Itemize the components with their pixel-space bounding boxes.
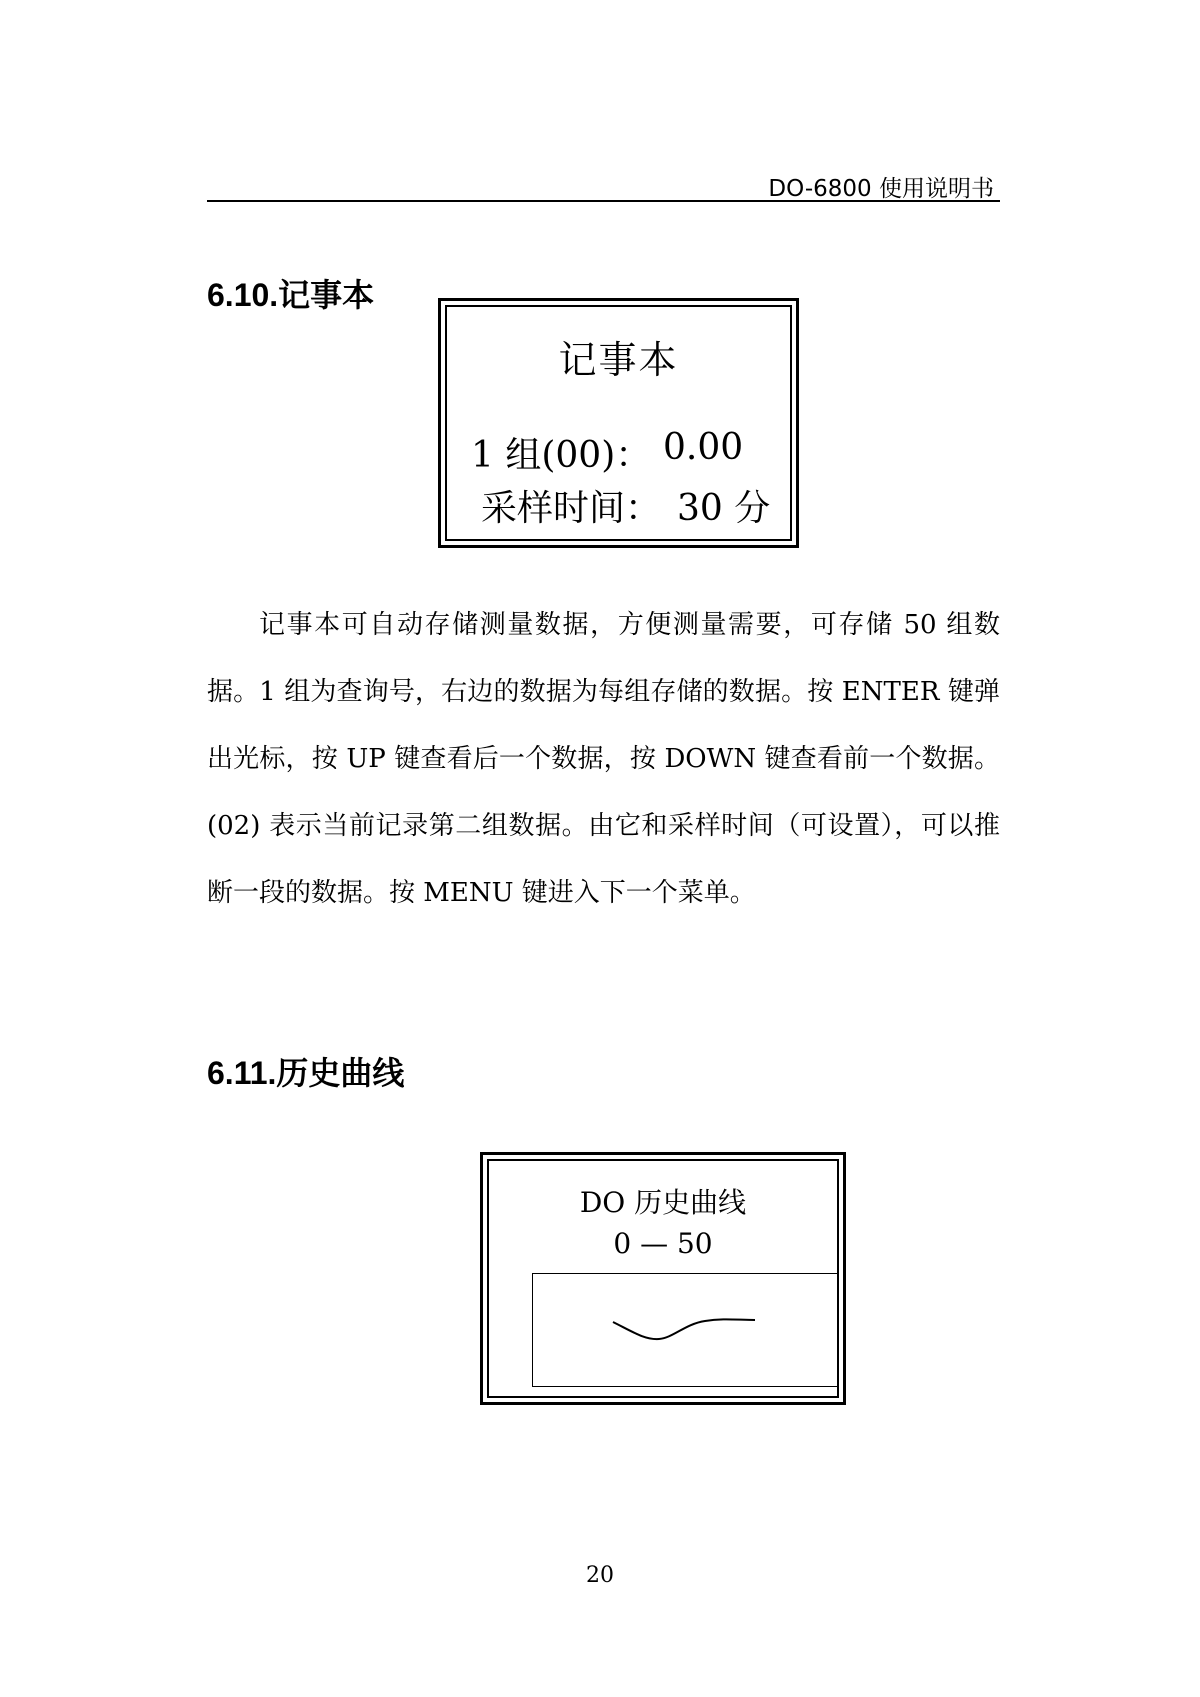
history-plot-area xyxy=(532,1273,839,1387)
history-curve-screen-illustration xyxy=(480,1152,846,1405)
history-screen-inner-border xyxy=(487,1159,839,1398)
group-value: 0.00 xyxy=(663,427,744,468)
sampling-time-label: 采样时间： xyxy=(481,488,662,529)
notebook-screen-title: 记事本 xyxy=(558,338,679,382)
notebook-screen-inner-border xyxy=(445,305,792,541)
history-curve-graphic xyxy=(533,1274,837,1385)
history-screen-title: DO 历史曲线 xyxy=(579,1186,747,1219)
sampling-time-value: 30 分 xyxy=(677,488,771,529)
notebook-description: 记事本可自动存储测量数据，方便测量需要，可存储 50 组数据。1 组为查询号，右边的数据为每组存储的数据。按 ENTER 键弹出光标，按 UP 键查看后一个数据，按 DOWN 键查看前一个数据。(02) 表示当前记录第二组数据。由它和采样时间（可设置），可以推断一段的数据。按 MENU 键进入下一个菜单。 xyxy=(207,610,1000,908)
section-title-notebook: 6.10.记事本 xyxy=(207,277,375,313)
notebook-screen-illustration xyxy=(438,298,799,548)
history-screen-range: 0 — 50 xyxy=(613,1227,713,1260)
history-curve-line xyxy=(613,1319,755,1339)
header-title: DO-6800 使用说明书 xyxy=(768,176,994,202)
group-label: 1 组(00)： xyxy=(471,435,652,476)
section-title-history-curve: 6.11.历史曲线 xyxy=(207,1055,405,1091)
page-header xyxy=(207,168,1000,202)
page-number: 20 xyxy=(586,1563,614,1588)
